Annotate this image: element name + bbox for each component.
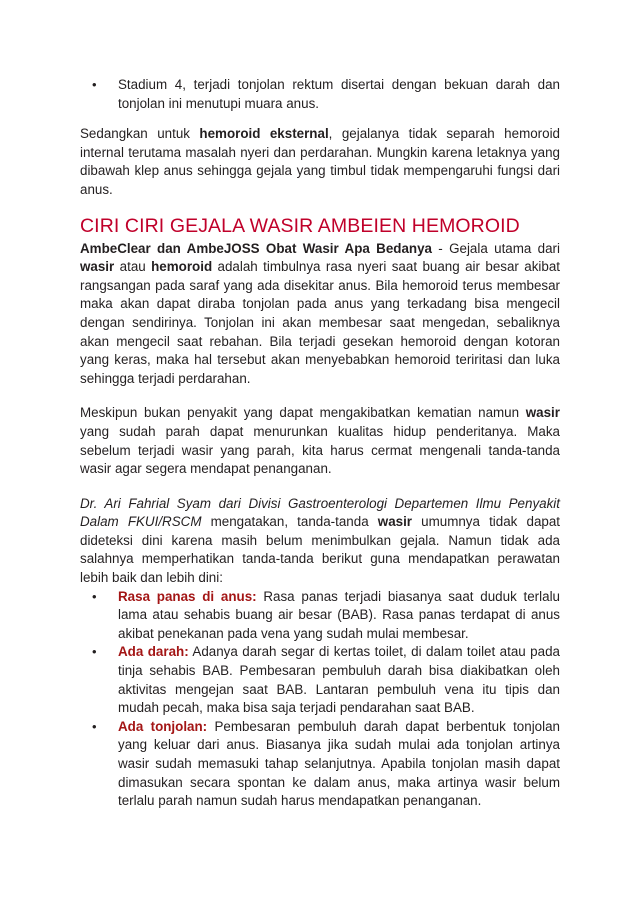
bullet-icon: • [92,718,97,734]
symptom-text: Pembesaran pembuluh darah dapat berbentuk tonjolan yang keluar dari anus. Biasanya jika sudah mulai ada tonjolan artinya wasir sudah memasuki tahap selanjutnya. Apabila tonjolan masih dapat dimasukan secara spontan ke dalam anus, maka artinya wasir belum terlalu parah namun sudah harus mendapatkan penanganan. [118,718,560,809]
symptom-label: Rasa panas di anus: [118,588,257,604]
ambeclear-paragraph [80,240,560,389]
bold-term: wasir [525,405,560,421]
meskipun-paragraph [80,404,560,478]
paragraph-text: Meskipun bukan penyakit yang dapat mengakibatkan kematian namun [80,405,526,421]
list-item-text: Stadium 4, terjadi tonjolan rektum disertai dengan bekuan darah dan tonjolan ini menutupi muara anus. [118,77,560,111]
article-link[interactable]: AmbeClear dan AmbeJOSS Obat Wasir Apa Bedanya [80,240,432,256]
symptom-list [80,588,560,811]
bold-term: wasir [80,259,115,275]
paragraph-text: yang sudah parah dapat menurunkan kualitas hidup penderitanya. Maka sebelum terjadi wasir yang parah, kita harus cermat mengenali tanda-tanda wasir agar segera mendapat penanganan. [80,423,560,477]
external-hemorrhoid-paragraph [80,125,560,199]
paragraph-text: - Gejala utama dari [431,240,560,256]
paragraph-text: umumnya tidak dapat dideteksi dini karena masih belum menimbulkan gejala. Namun tidak ada salahnya memperhatikan tanda-tanda berikut guna mendapatkan perawatan lebih baik dan lebih dini: [80,514,561,586]
list-item [80,718,560,811]
bullet-icon: • [92,644,97,660]
paragraph-text: atau [114,259,152,275]
list-item [80,643,560,717]
paragraph-text: adalah timbulnya rasa nyeri saat buang air besar akibat rangsangan pada saraf yang ada disekitar anus. Bila hemoroid terus membesar maka akan dapat diraba tonjolan pada anus yang terkadang bisa mengecil dengan sendirinya. Tonjolan ini akan membesar saat mengedan, sebaliknya akan mengecil saat rebahan. Bila terjadi gesekan hemoroid dengan kotoran yang keras, maka hal tersebut akan menyebabkan hemoroid teriritasi dan luka sehingga terjadi perdarahan. [80,259,560,386]
section-heading: CIRI CIRI GEJALA WASIR AMBEIEN HEMOROID [80,214,520,237]
bullet-icon: • [92,77,97,92]
symptom-text: Adanya darah segar di kertas toilet, di dalam toilet atau pada tinja sehabis BAB. Pembesaran pembuluh darah bisa diakibatkan oleh aktivitas mengejan saat BAB. Lantaran pembuluh vena itu tipis dan mudah pecah, maka bisa saja terjadi pendarahan saat BAB. [118,644,560,716]
list-item [80,76,560,113]
source-citation: Dr. Ari Fahrial Syam dari Divisi Gastroenterologi Departemen Ilmu Penyakit Dalam FKUI/RSCM [80,495,560,530]
paragraph-lead: Sedangkan untuk [80,126,200,142]
symptom-label: Ada darah: [118,644,189,660]
list-item [80,588,560,644]
bold-term: hemoroid eksternal [199,126,329,142]
bold-term: hemoroid [151,259,213,275]
symptom-text: Rasa panas terjadi biasanya saat duduk terlalu lama atau sehabis buang air besar (BAB). Rasa panas terdapat di anus akibat penekanan pada vena yang sudah mulai membesar. [118,588,560,641]
paragraph-text: , gejalanya tidak separah hemoroid internal terutama masalah nyeri dan perdarahan. Mungkin karena letaknya yang dibawah klep anus sehingga gejala yang timbul tidak mempengaruhi fungsi dari anus. [80,126,560,197]
paragraph-text: mengatakan, tanda-tanda [201,514,378,530]
doctor-paragraph [80,495,560,588]
bold-term: wasir [377,514,413,530]
bullet-icon: • [92,588,97,604]
stage-list [80,76,560,113]
symptom-label: Ada tonjolan: [118,718,208,734]
